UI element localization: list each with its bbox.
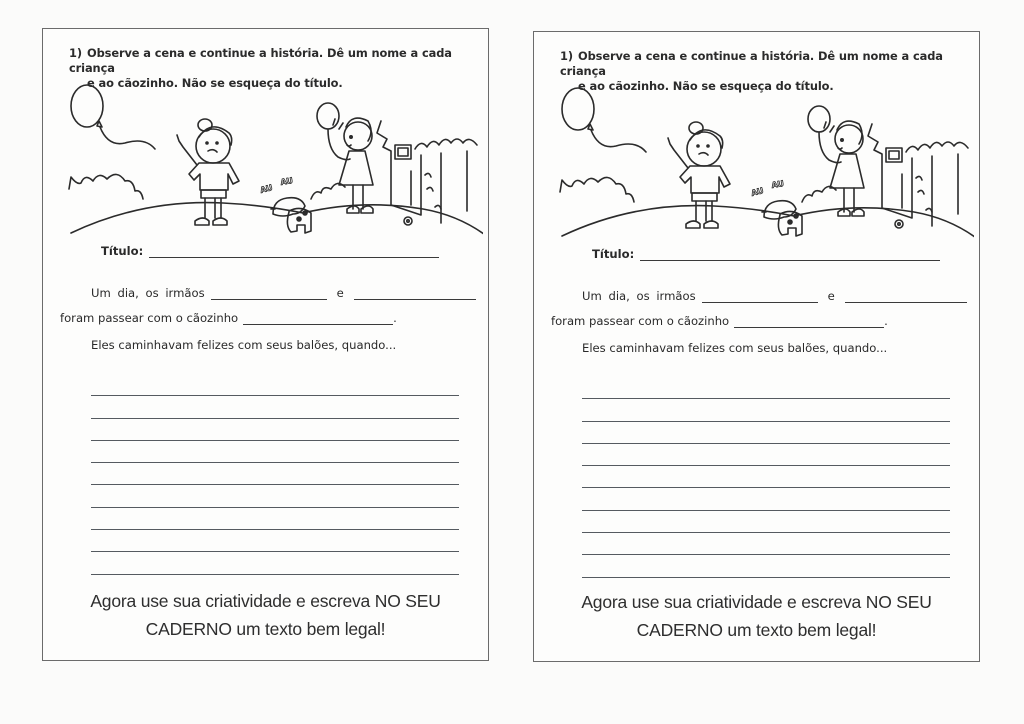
title-label: Título: [101, 244, 144, 258]
bark-text-2: AU [279, 175, 294, 187]
bark-text-2: AU [770, 178, 785, 190]
writing-line[interactable] [91, 374, 459, 396]
title-field-row [592, 247, 942, 261]
worksheet-right [533, 31, 980, 662]
girl-icon [808, 106, 864, 216]
question-number: 1) [560, 49, 573, 63]
tree-icon [415, 139, 477, 223]
instruction-line-2: e ao cãozinho. Não se esqueça do título. [578, 79, 834, 93]
and-text: e [336, 286, 344, 300]
closing-line-1: Agora use sua criatividade e escreva NO SEU [90, 591, 441, 611]
writing-line[interactable] [582, 422, 950, 444]
writing-line[interactable] [582, 466, 950, 488]
instruction-line-1: Observe a cena e continue a história. Dê um nome a cada criança [560, 49, 943, 78]
tree-icon [906, 142, 968, 226]
dog-icon [271, 198, 311, 233]
sibling-name-1-blank[interactable] [211, 289, 327, 300]
story-line-1 [91, 286, 491, 300]
title-field-row [101, 244, 451, 258]
writing-line[interactable] [91, 552, 459, 574]
girl-icon [317, 103, 373, 213]
house-icon [868, 124, 912, 218]
story-text-1: Um dia, os irmãos [582, 289, 696, 303]
writing-line[interactable] [91, 441, 459, 463]
story-line-1 [582, 289, 982, 303]
period: . [393, 311, 397, 325]
writing-line[interactable] [582, 555, 950, 577]
writing-line[interactable] [582, 399, 950, 421]
boy-icon [177, 119, 239, 225]
instruction-line-1: Observe a cena e continue a história. Dê um nome a cada criança [69, 46, 452, 75]
writing-line[interactable] [91, 396, 459, 418]
period: . [884, 314, 888, 328]
house-icon [377, 121, 421, 215]
writing-line[interactable] [91, 485, 459, 507]
story-line-2 [60, 311, 460, 325]
bush-icon [69, 174, 143, 199]
story-text-2: foram passear com o cãozinho [551, 314, 730, 328]
sibling-name-2-blank[interactable] [845, 292, 967, 303]
story-illustration [554, 84, 974, 239]
writing-line[interactable] [582, 488, 950, 510]
story-line-3: Eles caminhavam felizes com seus balões, quando... [582, 341, 888, 355]
writing-line[interactable] [582, 533, 950, 555]
writing-line[interactable] [91, 419, 459, 441]
flower-icon [404, 217, 412, 225]
title-blank[interactable] [640, 250, 940, 261]
writing-line[interactable] [582, 444, 950, 466]
closing-line-2: CADERNO um texto bem legal! [636, 620, 877, 640]
writing-line[interactable] [91, 530, 459, 552]
closing-message [43, 587, 488, 643]
writing-line[interactable] [582, 377, 950, 399]
sibling-name-1-blank[interactable] [702, 292, 818, 303]
title-label: Título: [592, 247, 635, 261]
bush-icon [560, 177, 634, 202]
dog-icon [762, 201, 802, 236]
bark-text-1: AU [259, 183, 274, 195]
and-text: e [827, 289, 835, 303]
writing-area[interactable] [582, 377, 950, 578]
writing-area[interactable] [91, 374, 459, 575]
story-text-1: Um dia, os irmãos [91, 286, 205, 300]
question-number: 1) [69, 46, 82, 60]
story-illustration [63, 81, 483, 236]
dog-name-blank[interactable] [243, 314, 393, 325]
flower-icon [895, 220, 903, 228]
instruction-line-2: e ao cãozinho. Não se esqueça do título. [87, 76, 343, 90]
title-blank[interactable] [149, 247, 439, 258]
dog-name-blank[interactable] [734, 317, 884, 328]
story-line-2 [551, 314, 951, 328]
worksheet-left [42, 28, 489, 661]
closing-line-2: CADERNO um texto bem legal! [145, 619, 386, 639]
boy-icon [668, 122, 730, 228]
sibling-name-2-blank[interactable] [354, 289, 476, 300]
writing-line[interactable] [91, 508, 459, 530]
closing-line-1: Agora use sua criatividade e escreva NO SEU [581, 592, 932, 612]
balloon-icon [562, 88, 646, 152]
story-line-3: Eles caminhavam felizes com seus balões, quando... [91, 338, 397, 352]
writing-line[interactable] [582, 511, 950, 533]
story-text-2: foram passear com o cãozinho [60, 311, 239, 325]
balloon-icon [71, 85, 155, 149]
closing-message [534, 588, 979, 644]
writing-line[interactable] [91, 463, 459, 485]
bark-text-1: AU [750, 186, 765, 198]
